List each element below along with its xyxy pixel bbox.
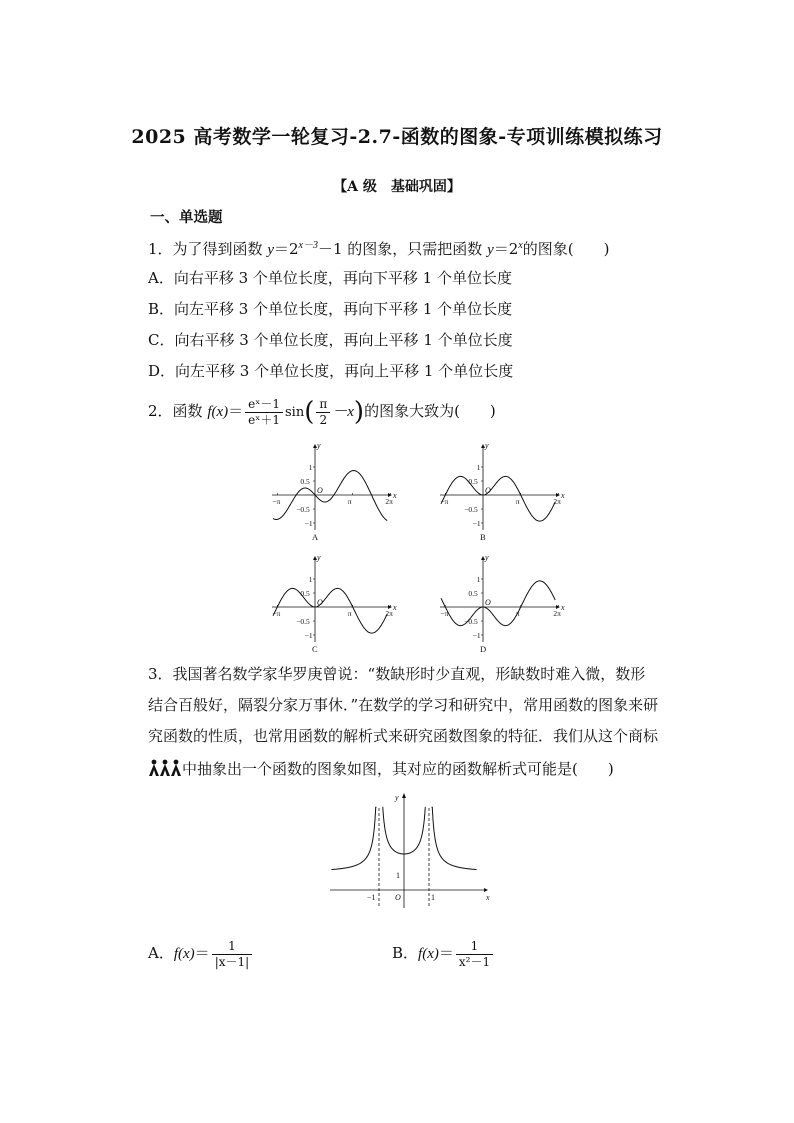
y-axis-label: y	[317, 441, 321, 450]
x-axis-label: x	[486, 893, 490, 902]
graph-c	[272, 553, 397, 654]
x-tick-label: π	[347, 609, 352, 618]
q3-line-4: 中抽象出一个函数的图象如图，其对应的函数解析式可能是( )	[148, 758, 676, 779]
y-tick-label: −1	[304, 519, 313, 528]
q3-graph	[326, 790, 496, 914]
origin-label: O	[485, 486, 491, 495]
curve	[273, 588, 387, 633]
graph-d	[440, 553, 565, 654]
y-tick-label: 0.5	[300, 477, 310, 486]
x-tick-label: −1	[367, 893, 376, 902]
kappa-logo-icon	[148, 758, 182, 778]
y-tick-label: 1	[396, 871, 400, 880]
x-tick-label: π	[515, 497, 520, 506]
y-tick-label: 1	[476, 463, 481, 472]
y-tick-label: 1	[308, 575, 313, 584]
x-axis-label: x	[561, 491, 565, 500]
q3-line-1: 3．我国著名数学家华罗庚曾说：“数缺形时少直观，形缺数时难入微，数形	[148, 665, 646, 683]
x-tick-label: −π	[440, 497, 449, 506]
x-tick-label: 2π	[385, 609, 393, 618]
y-tick-label: −0.5	[296, 617, 310, 626]
y-axis-arrow	[402, 793, 406, 798]
x-axis-arrow	[484, 888, 488, 892]
origin-label: O	[485, 598, 491, 607]
y-tick-label: −1	[472, 519, 481, 528]
y-axis-label: y	[485, 441, 489, 450]
y-axis-label: y	[395, 793, 399, 802]
q3-line-3: 究函数的性质，也常用函数的解析式来研究函数图象的特征．我们从这个商标	[148, 727, 659, 745]
x-tick-label: π	[515, 609, 520, 618]
graph-label: D	[480, 644, 487, 654]
y-tick-label: 0.5	[468, 477, 478, 486]
graph-label: B	[480, 532, 486, 542]
y-axis-label: y	[317, 553, 321, 562]
q1-option-c: C．向右平移 3 个单位长度，再向上平移 1 个单位长度	[148, 331, 513, 349]
x-tick-label: 2π	[553, 497, 561, 506]
x-axis-label: x	[393, 491, 397, 500]
q3-line-2: 结合百般好，隔裂分家万事休．”在数学的学习和研究中，常用函数的图象来研	[148, 696, 659, 714]
y-tick-label: −1	[472, 631, 481, 640]
x-tick-label: −π	[440, 609, 449, 618]
y-tick-label: −1	[304, 631, 313, 640]
q2-graphs	[260, 440, 570, 654]
curve	[441, 476, 555, 521]
q1-option-a: A．向右平移 3 个单位长度，再向下平移 1 个单位长度	[148, 269, 512, 287]
y-tick-label: 1	[476, 575, 481, 584]
x-axis-label: x	[561, 603, 565, 612]
origin-label: O	[317, 598, 323, 607]
x-tick-label: −π	[272, 497, 281, 506]
q3-option-b: B．f(x)＝ $\frac{1}{\text{x²－1}}$	[392, 935, 495, 972]
y-tick-label: 0.5	[468, 589, 478, 598]
curve-right	[432, 807, 477, 869]
graph-a	[272, 441, 397, 542]
page-title: 2025 高考数学一轮复习-2.7-函数的图象-专项训练模拟练习	[131, 126, 663, 148]
x-tick-label: −π	[272, 609, 281, 618]
q2-fraction: $\frac{\text{eˣ－1}}{\text{eˣ＋1}}$	[245, 397, 283, 428]
q1-stem: 1．为了得到函数 $y=2^{x-3}-1$ 的图象，只需把函数 $y=2^x$的图象( )	[148, 240, 610, 258]
curve-left	[332, 807, 377, 869]
y-tick-label: −0.5	[296, 505, 310, 514]
level-heading: 【A 级 基础巩固】	[333, 179, 461, 195]
graph-label: A	[312, 532, 319, 542]
curve	[273, 471, 387, 521]
section-heading: 一、单选题	[150, 209, 223, 226]
q1-option-b: B．向左平移 3 个单位长度，再向下平移 1 个单位长度	[148, 300, 513, 318]
x-tick-label: 2π	[553, 609, 561, 618]
y-tick-label: 1	[308, 463, 313, 472]
curve	[441, 581, 555, 626]
origin-label: O	[395, 893, 401, 902]
x-tick-label: π	[347, 497, 352, 506]
graph-label: C	[312, 644, 318, 654]
x-tick-label: 2π	[385, 497, 393, 506]
y-axis-label: y	[485, 553, 489, 562]
origin-label: O	[317, 486, 323, 495]
x-axis-label: x	[393, 603, 397, 612]
q1-option-d: D．向左平移 3 个单位长度，再向上平移 1 个单位长度	[148, 362, 514, 380]
y-tick-label: −0.5	[464, 617, 478, 626]
q2-stem: 2．函数 f(x)＝ $\frac{\text{eˣ－1}}{\text{eˣ＋1}}$ sin( $\frac{\pi}{2}$ －x)的图象大致为( )	[148, 396, 496, 427]
y-tick-label: −0.5	[464, 505, 478, 514]
y-tick-label: 0.5	[300, 589, 310, 598]
x-tick-label: 1	[431, 893, 435, 902]
q3-option-a: A．f(x)＝ $\frac{1}{|x-1|}$	[148, 935, 254, 972]
graph-b	[440, 441, 565, 542]
